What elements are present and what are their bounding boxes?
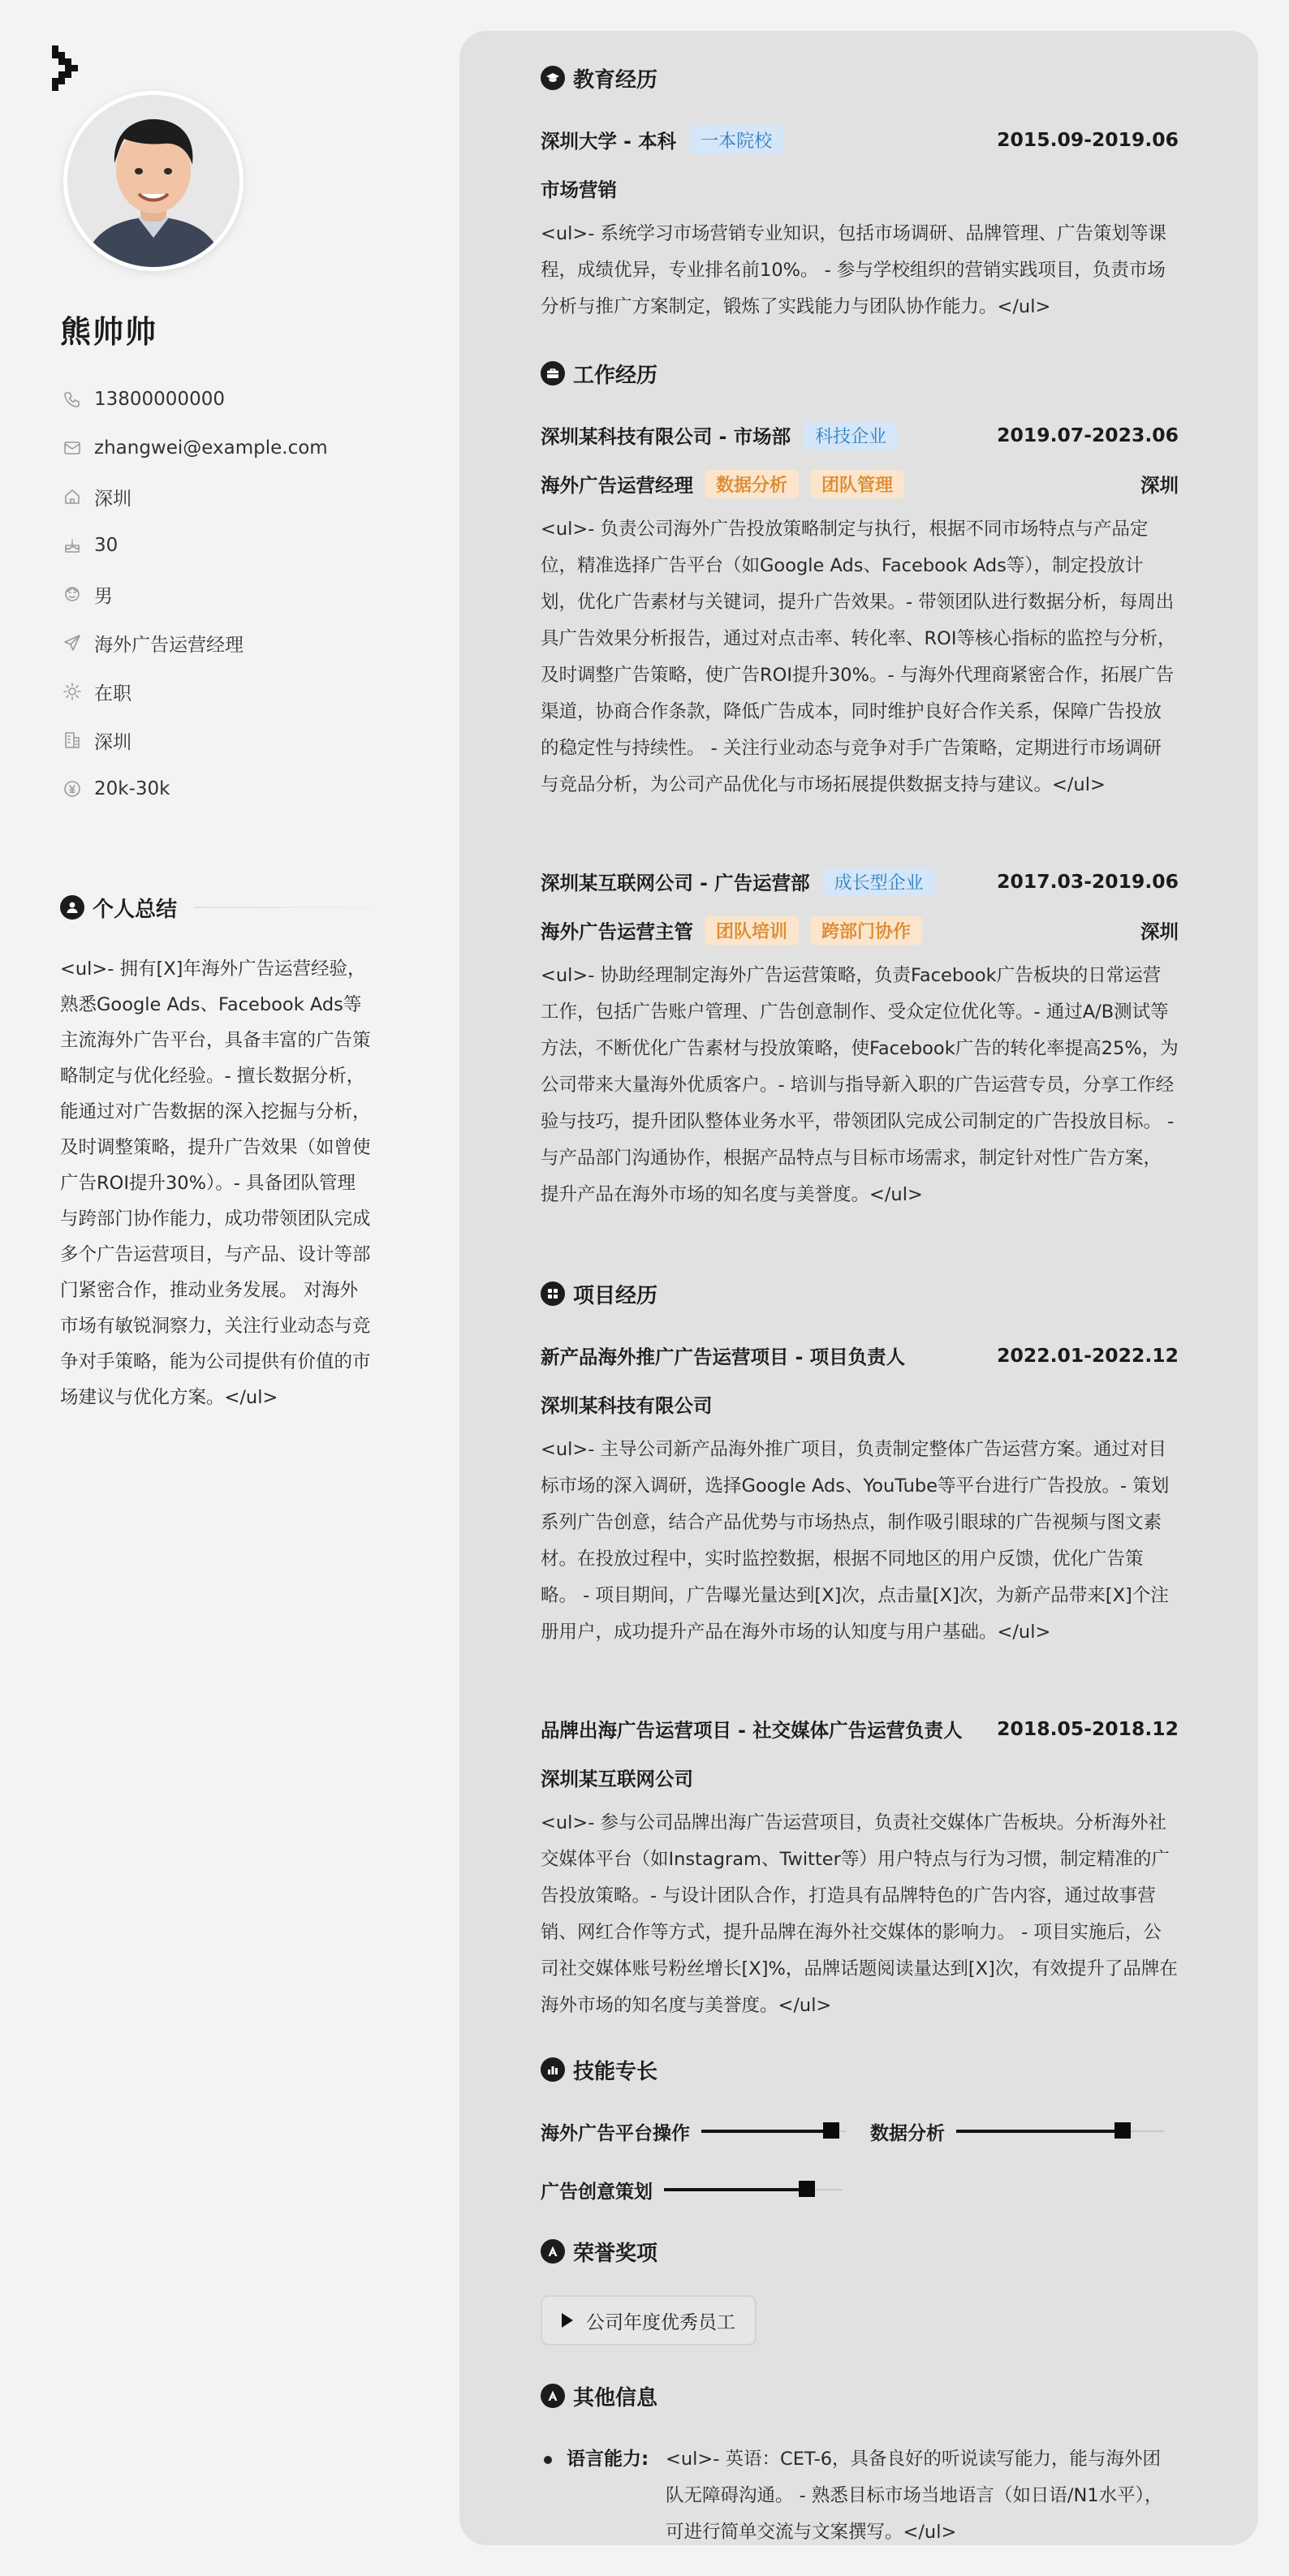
- logo-icon: [52, 45, 86, 96]
- bar-chart-icon: [541, 2057, 565, 2082]
- work-company-tag: 科技企业: [804, 421, 898, 450]
- info-icon: [541, 2384, 565, 2408]
- skill-item-1: [541, 2115, 846, 2147]
- skill-name: 海外广告平台操作: [541, 2122, 690, 2144]
- awards-title: 荣誉奖项: [573, 2241, 658, 2266]
- projects-heading: [541, 1276, 1179, 1312]
- work-skill-tag: 跨部门协作: [810, 916, 922, 945]
- work-company: 深圳某科技有限公司 - 市场部: [541, 425, 791, 448]
- age-text: 30: [94, 535, 119, 556]
- education-tag: 一本院校: [689, 126, 783, 154]
- send-icon: [60, 631, 84, 655]
- work-skill-tag: 团队培训: [705, 916, 799, 945]
- skills-divider: [675, 2069, 1179, 2070]
- info-position: [60, 618, 385, 667]
- work-desc: <ul>- 协助经理制定海外广告运营策略，负责Facebook广告板块的日常运营工作，包括广告账户管理、广告创意制作、受众定位优化等。- 通过A/B测试等方法，不断优化广告素材与投放策略，使Facebook广告的转化率提高25%，为公司带来大量海外优质客户。- 培训与指导新入职的广告运营专员，分享工作经验与技巧，提升团队整体业务水平，带领团队完成公司制定的广告投放目标。 - 与产品部门沟通协作，根据产品特点与目标市场需求，制定针对性广告方案，提升产品在海外市场的知名度与美誉度。</ul>: [541, 965, 1179, 1205]
- bullet-icon: [544, 2456, 552, 2464]
- other-text: <ul>- 英语：CET-6，具备良好的听说读写能力，能与海外团队无障碍沟通。 - 熟悉目标市场当地语言（如日语/N1水平），可进行简单交流与文案撰写。</ul>: [666, 2449, 1163, 2543]
- work-skill-tag: 团队管理: [810, 470, 904, 498]
- play-arrow-icon: [562, 2313, 573, 2328]
- skill-level-bar: [664, 2189, 843, 2190]
- skill-level-handle: [1114, 2122, 1131, 2139]
- skills-title: 技能专长: [573, 2059, 658, 2084]
- profile-name: 熊帅帅: [60, 314, 158, 350]
- projects-divider: [675, 1293, 1179, 1294]
- project-name: 新产品海外推广广告运营项目 - 项目负责人: [541, 1346, 906, 1368]
- work-position: 海外广告运营经理: [541, 474, 693, 497]
- work-location: 深圳: [1140, 474, 1179, 497]
- sidebar: [0, 0, 455, 2576]
- work-location: 深圳: [1140, 920, 1179, 943]
- education-date: 2015.09-2019.06: [997, 128, 1179, 151]
- info-gender: [60, 570, 385, 618]
- other-label: 语言能力:: [567, 2449, 649, 2470]
- other-list: [541, 2441, 1179, 2551]
- summary-text: <ul>- 拥有[X]年海外广告运营经验，熟悉Google Ads、Facebook Ads等主流海外广告平台，具备丰富的广告策略制定与优化经验。- 擅长数据分析，能通过对广告数据的深入挖掘与分析，及时调整策略，提升广告效果（如曾使广告ROI提升30%）。- 具备团队管理与跨部门协作能力，成功带领团队完成多个广告运营项目，与产品、设计等部门紧密合作，推动业务发展。 对海外市场有敏锐洞察力，关注行业动态与竞争对手策略，能为公司提供有价值的市场建议与优化方案。</ul>: [60, 958, 371, 1408]
- work-desc: <ul>- 负责公司海外广告投放策略制定与执行，根据不同市场特点与产品定位，精准选择广告平台（如Google Ads、Facebook Ads等），制定投放计划，优化广告素材与关键词，提升广告效果。- 带领团队进行数据分析，每周出具广告效果分析报告，通过对点击率、转化率、ROI等核心指标的监控与分析，及时调整广告策略，使广告ROI提升30%。- 与海外代理商紧密合作，拓展广告渠道，协商合作条款，降低广告成本，同时维护良好合作关系，保障广告投放的稳定性与持续性。 - 关注行业动态与竞争对手广告策略，定期进行市场调研与竞品分析，为公司产品优化与市场拓展提供数据支持与建议。</ul>: [541, 519, 1176, 795]
- info-email: [60, 424, 385, 472]
- avatar: [63, 91, 244, 271]
- briefcase-icon: [541, 361, 565, 386]
- info-work-city: [60, 716, 385, 765]
- info-salary: [60, 765, 385, 813]
- salary-icon: [60, 777, 84, 801]
- work-entry-2: [541, 865, 1179, 1213]
- education-divider: [675, 77, 1179, 79]
- cake-icon: [60, 533, 84, 558]
- education-entry: [541, 123, 1179, 325]
- summary-title: 个人总结: [93, 897, 178, 922]
- work-entry-1: [541, 419, 1179, 803]
- education-desc: <ul>- 系统学习市场营销专业知识，包括市场调研、品牌管理、广告策划等课程，成绩优异，专业排名前10%。 - 参与学校组织的营销实践项目，负责市场分析与推广方案制定，锻炼了实践能力与团队协作能力。</ul>: [541, 223, 1166, 317]
- other-divider: [675, 2395, 1179, 2397]
- work-heading: [541, 355, 1179, 391]
- project-entry-1: [541, 1339, 1179, 1651]
- info-status: [60, 667, 385, 716]
- work-divider: [675, 373, 1179, 374]
- mail-icon: [60, 436, 84, 460]
- status-text: 在职: [94, 683, 131, 704]
- education-school: 深圳大学 - 本科: [541, 130, 677, 153]
- skill-item-2: [870, 2115, 1164, 2147]
- skills-heading: [541, 2052, 1179, 2087]
- info-city: [60, 472, 385, 521]
- skill-item-3: [541, 2173, 843, 2206]
- skill-level-fill: [664, 2188, 807, 2191]
- project-date: 2022.01-2022.12: [997, 1344, 1179, 1367]
- gender-text: 男: [94, 585, 113, 607]
- skill-level-fill: [956, 2130, 1123, 2133]
- award-item: [541, 2295, 757, 2346]
- other-heading: [541, 2378, 1179, 2414]
- project-company: 深圳某科技有限公司: [541, 1394, 713, 1417]
- status-icon: [60, 679, 84, 704]
- skill-name: 广告创意策划: [541, 2181, 653, 2203]
- award-icon: [541, 2239, 565, 2264]
- work-date: 2019.07-2023.06: [997, 424, 1179, 446]
- work-skill-tag: 数据分析: [705, 470, 799, 498]
- grid-icon: [541, 1282, 565, 1306]
- summary-divider: [195, 907, 370, 908]
- other-title: 其他信息: [573, 2385, 658, 2410]
- work-city-text: 深圳: [94, 731, 131, 753]
- contact-info-list: [60, 375, 385, 813]
- awards-heading: [541, 2234, 1179, 2269]
- home-icon: [60, 485, 84, 509]
- work-date: 2017.03-2019.06: [997, 870, 1179, 893]
- skill-level-fill: [701, 2130, 831, 2133]
- project-desc: <ul>- 参与公司品牌出海广告运营项目，负责社交媒体广告板块。分析海外社交媒体平台（如Instagram、Twitter等）用户特点与行为习惯，制定精准的广告投放策略。- 与设计团队合作，打造具有品牌特色的广告内容，通过故事营销、网红合作等方式，提升品牌在海外社交媒体的影响力。 - 项目实施后，公司社交媒体账号粉丝增长[X]%，品牌话题阅读量达到[X]次，有效提升了品牌在海外市场的知名度与美誉度。</ul>: [541, 1812, 1178, 2016]
- work-title: 工作经历: [573, 363, 658, 388]
- award-text: 公司年度优秀员工: [586, 2311, 735, 2333]
- project-entry-2: [541, 1712, 1179, 2024]
- summary-heading: [60, 890, 370, 925]
- info-age: [60, 521, 385, 570]
- project-company: 深圳某互联网公司: [541, 1768, 693, 1790]
- graduation-cap-icon: [541, 66, 565, 90]
- skill-level-bar: [701, 2130, 846, 2132]
- project-date: 2018.05-2018.12: [997, 1717, 1179, 1740]
- education-title: 教育经历: [573, 67, 658, 93]
- project-desc: <ul>- 主导公司新产品海外推广项目，负责制定整体广告运营方案。通过对目标市场的深入调研，选择Google Ads、YouTube等平台进行广告投放。- 策划系列广告创意，结合产品优势与市场热点，制作吸引眼球的广告视频与图文素材。在投放过程中，实时监控数据，根据不同地区的用户反馈，优化广告策略。 - 项目期间，广告曝光量达到[X]次，点击量[X]次，为新产品带来[X]个注册用户，成功提升产品在海外市场的认知度与用户基础。</ul>: [541, 1439, 1170, 1643]
- city-text: 深圳: [94, 488, 131, 510]
- skill-level-handle: [823, 2122, 839, 2139]
- gender-icon: [60, 582, 84, 606]
- education-heading: [541, 60, 1179, 96]
- project-name: 品牌出海广告运营项目 - 社交媒体广告运营负责人: [541, 1719, 963, 1742]
- building-icon: [60, 728, 84, 752]
- phone-text: 13800000000: [94, 389, 225, 410]
- info-phone: [60, 375, 385, 424]
- projects-title: 项目经历: [573, 1283, 658, 1308]
- phone-icon: [60, 387, 84, 411]
- education-major: 市场营销: [541, 179, 617, 201]
- skill-level-bar: [956, 2130, 1164, 2132]
- avatar-portrait-icon: [67, 95, 239, 267]
- work-position: 海外广告运营主管: [541, 920, 693, 943]
- skill-level-handle: [799, 2181, 815, 2197]
- skill-name: 数据分析: [870, 2122, 945, 2144]
- other-item: [541, 2441, 1179, 2551]
- salary-text: 20k-30k: [94, 778, 170, 799]
- work-company-tag: 成长型企业: [823, 868, 935, 896]
- position-text: 海外广告运营经理: [94, 634, 244, 656]
- email-text: zhangwei@example.com: [94, 437, 328, 459]
- user-icon: [60, 895, 84, 920]
- work-company: 深圳某互联网公司 - 广告运营部: [541, 872, 810, 894]
- awards-divider: [675, 2251, 1179, 2252]
